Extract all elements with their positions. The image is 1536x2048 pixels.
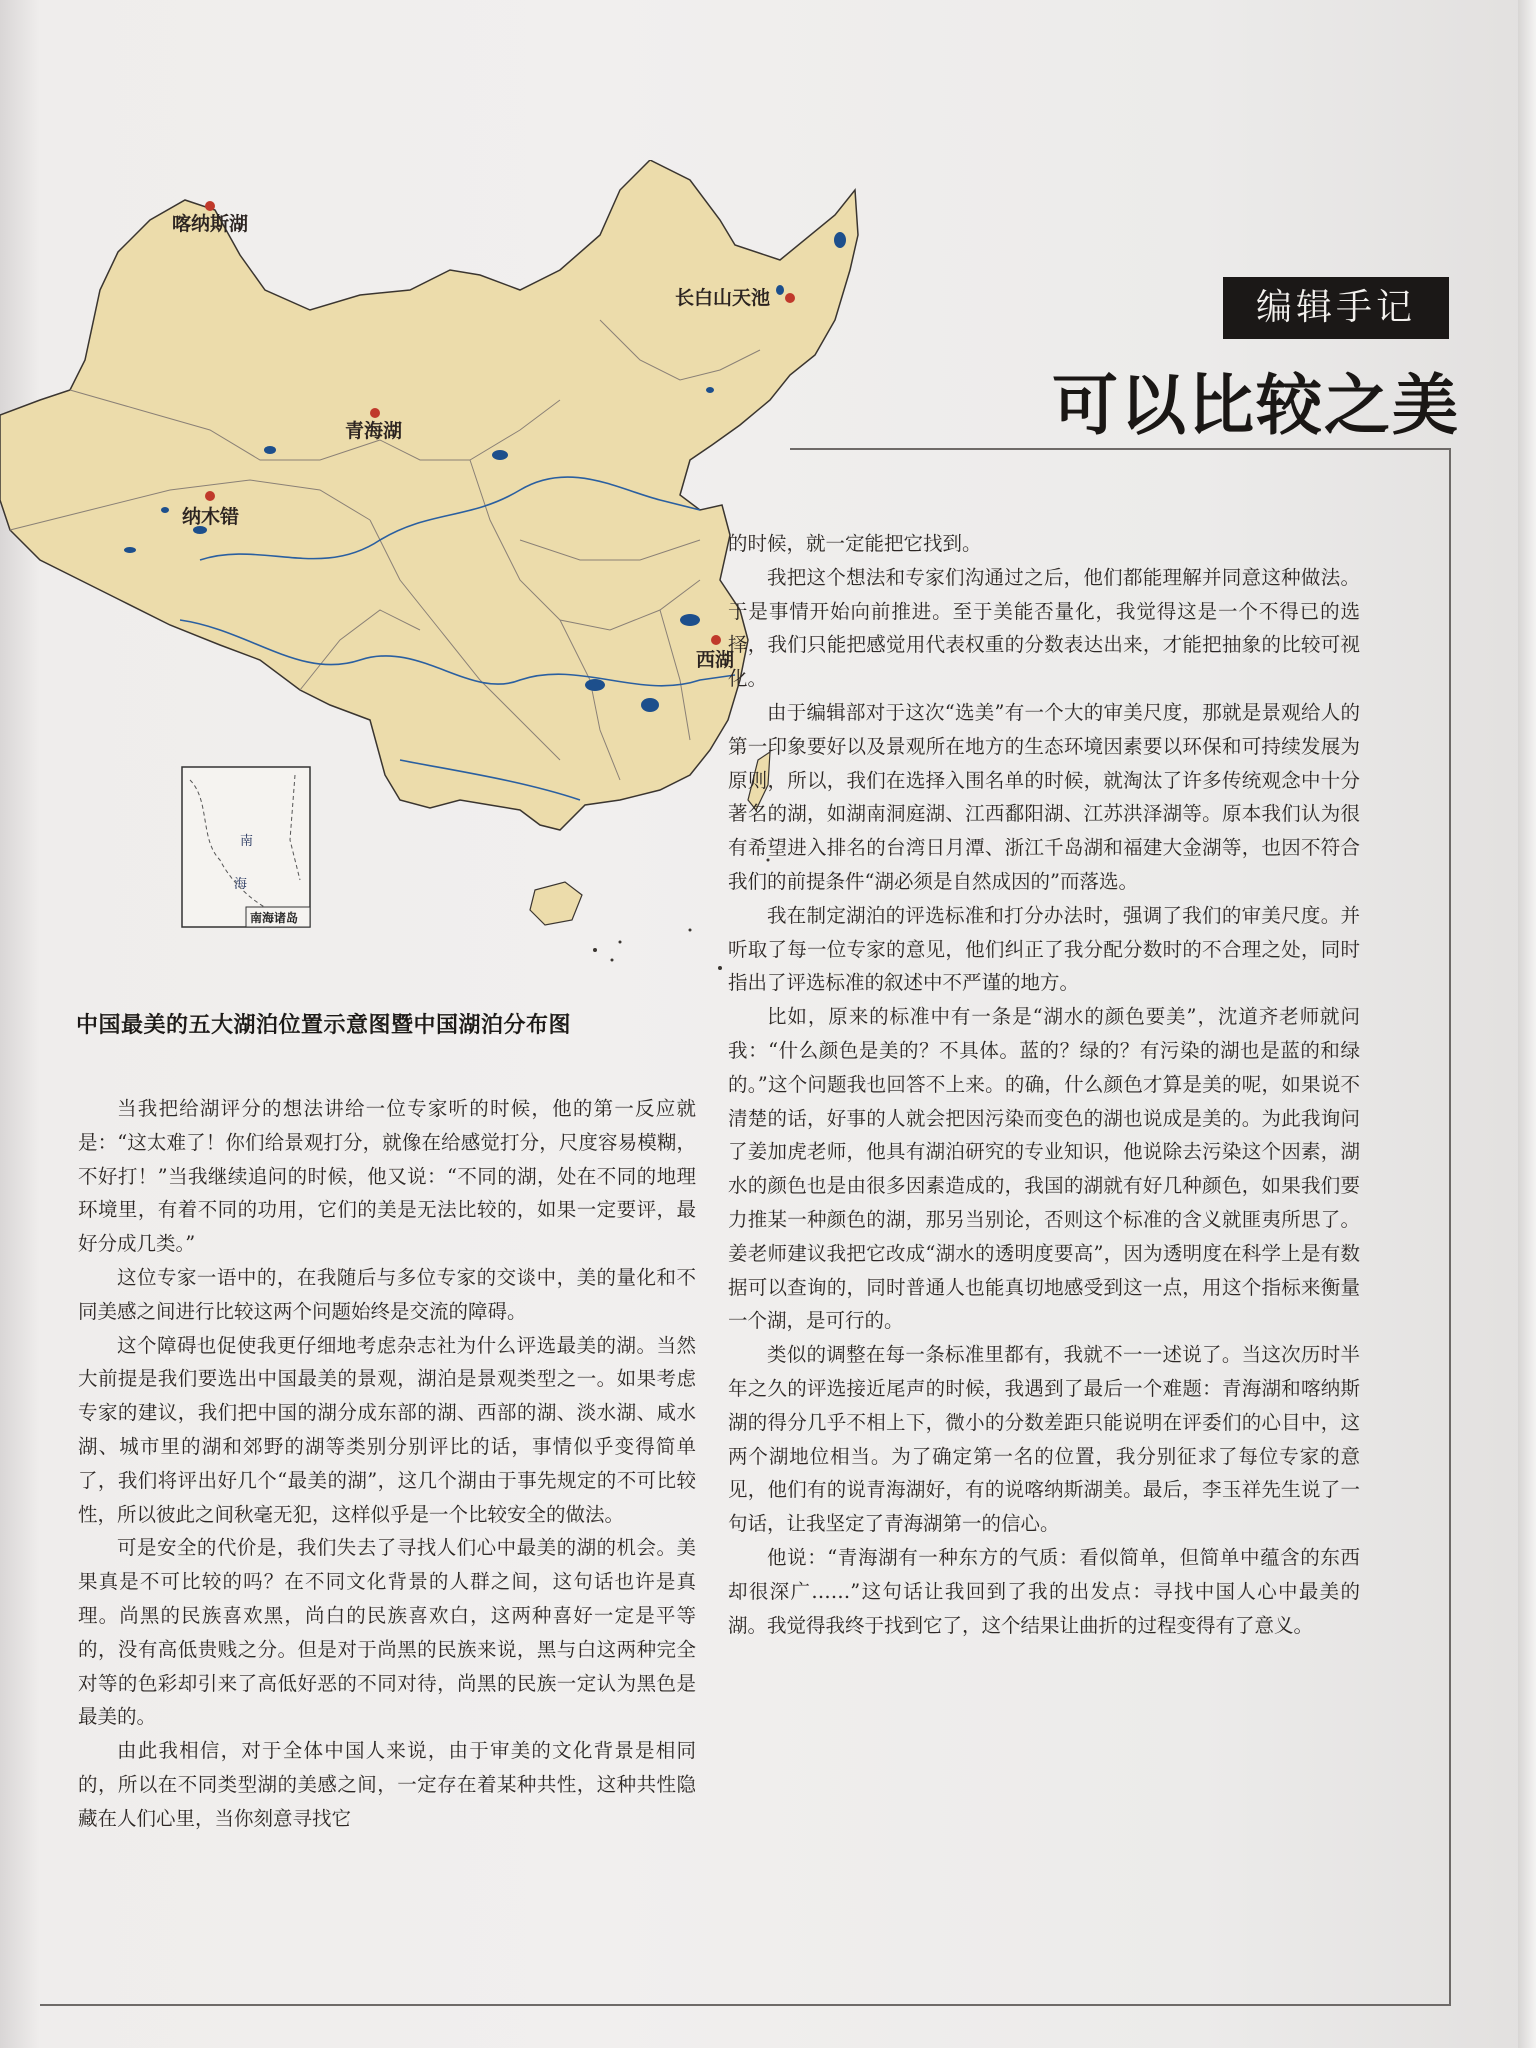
- page-edge: [1518, 0, 1536, 2048]
- south-china-sea-inset: [182, 767, 310, 927]
- paragraph: 当我把给湖评分的想法讲给一位专家听的时候，他的第一反应就是：“这太难了！你们给景观打分，就像在给感觉打分，尺度容易模糊，不好打！”当我继续追问的时候，他又说：“不同的湖，处在不同的地理环境里，有着不同的功用，它们的美是无法比较的，如果一定要评，最好分成几类。”: [78, 1097, 696, 1256]
- left-text-column: [78, 1092, 696, 1836]
- hainan-island: [530, 882, 582, 925]
- label-kanas: 喀纳斯湖: [172, 213, 249, 235]
- section-label: 编辑手记: [1223, 277, 1449, 339]
- inset-hai: 海: [234, 877, 248, 892]
- paragraph: 比如，原来的标准中有一条是“湖水的颜色要美”，沈道齐老师就问我：“什么颜色是美的？不具体。蓝的？绿的？有污染的湖也是蓝的和绿的。”这个问题我也回答不上来。的确，什么颜色才算是美的呢，如果说不清楚的话，好事的人就会把因污染而变色的湖也说成是美的。为此我询问了姜加虎老师，他具有湖泊研究的专业知识，他说除去污染这个因素，湖水的颜色也是由很多因素造成的，我国的湖就有好几种颜色，如果我们要力推某一种颜色的湖，那另当别论，否则这个标准的含义就匪夷所思了。姜老师建议我把它改成“湖水的透明度要高”，因为透明度在科学上是有数据可以查询的，同时普通人也能真切地感受到这一点，用这个指标来衡量一个湖，是可行的。: [728, 1005, 1360, 1333]
- paragraph: 我在制定湖泊的评选标准和打分办法时，强调了我们的审美尺度。并听取了每一位专家的意见，他们纠正了我分配分数时的不合理之处，同时指出了评选标准的叙述中不严谨的地方。: [728, 903, 1360, 995]
- paragraph: 类似的调整在每一条标准里都有，我就不一一述说了。当这次历时半年之久的评选接近尾声的时候，我遇到了最后一个难题：青海湖和喀纳斯湖的得分几乎不相上下，微小的分数差距只能说明在评委们的心目中，这两个湖地位相当。为了确定第一名的位置，我分别征求了每位专家的意见，他们有的说青海湖好，有的说喀纳斯湖美。最后，李玉祥先生说了一句话，让我坚定了青海湖第一的信心。: [728, 1343, 1360, 1536]
- map-caption: 中国最美的五大湖泊位置示意图暨中国湖泊分布图: [76, 1013, 572, 1038]
- label-namtso: 纳木错: [182, 506, 240, 528]
- frame-line-top: [790, 448, 1450, 450]
- paragraph: 由此我相信，对于全体中国人来说，由于审美的文化背景是相同的，所以在不同类型湖的美感之间，一定存在着某种共性，这种共性隐藏在人们心里，当你刻意寻找它: [78, 1739, 696, 1830]
- label-xihu: 西湖: [696, 649, 735, 671]
- frame-line-bottom: [40, 2004, 1450, 2006]
- paragraph: 他说：“青海湖有一种东方的气质：看似简单，但简单中蕴含的东西却很深广……”这句话让我回到了我的出发点：寻找中国人心中最美的湖。我觉得我终于找到它了，这个结果让曲折的过程变得有了意义。: [728, 1545, 1360, 1637]
- label-qinghai: 青海湖: [345, 420, 403, 442]
- right-text-column: [728, 527, 1360, 1642]
- label-changbai: 长白山天池: [675, 287, 771, 309]
- paragraph: 由于编辑部对于这次“选美”有一个大的审美尺度，那就是景观给人的第一印象要好以及景观所在地方的生态环境因素要以环保和可持续发展为原则，所以，我们在选择入围名单的时候，就淘汰了许多传统观念中十分著名的湖，如湖南洞庭湖、江西鄱阳湖、江苏洪泽湖等。原本我们认为很有希望进入排名的台湾日月潭、浙江千岛湖和福建大金湖等，也因不符合我们的前提条件“湖必须是自然成因的”而落选。: [728, 700, 1360, 893]
- inset-caption: 南海诸岛: [250, 911, 299, 925]
- frame-line-right: [1449, 448, 1451, 2006]
- paragraph: 这个障碍也促使我更仔细地考虑杂志社为什么评选最美的湖。当然大前提是我们要选出中国最美的景观，湖泊是景观类型之一。如果考虑专家的建议，我们把中国的湖分成东部的湖、西部的湖、淡水湖、咸水湖、城市里的湖和郊野的湖等类别分别评比的话，事情似乎变得简单了，我们将评出好几个“最美的湖”，这几个湖由于事先规定的不可比较性，所以彼此之间秋毫无犯，这样似乎是一个比较安全的做法。: [78, 1333, 696, 1526]
- article-title: 可以比较之美: [1052, 367, 1460, 444]
- paragraph: 可是安全的代价是，我们失去了寻找人们心中最美的湖的机会。美果真是不可比较的吗？在不同文化背景的人群之间，这句话也许是真理。尚黑的民族喜欢黑，尚白的民族喜欢白，这两种喜好一定是平等的，没有高低贵贱之分。但是对于尚黑的民族来说，黑与白这两种完全对等的色彩却引来了高低好恶的不同对待，尚黑的民族一定认为黑色是最美的。: [78, 1536, 696, 1729]
- paragraph: 这位专家一语中的，在我随后与多位专家的交谈中，美的量化和不同美感之间进行比较这两个问题始终是交流的障碍。: [78, 1265, 696, 1323]
- paragraph: 我把这个想法和专家们沟通过之后，他们都能理解并同意这种做法。于是事情开始向前推进。至于美能否量化，我觉得这是一个不得已的选择，我们只能把感觉用代表权重的分数表达出来，才能把抽象的比较可视化。: [728, 565, 1360, 691]
- paragraph: 的时候，就一定能把它找到。: [728, 532, 982, 555]
- inset-nan: 南: [240, 834, 254, 849]
